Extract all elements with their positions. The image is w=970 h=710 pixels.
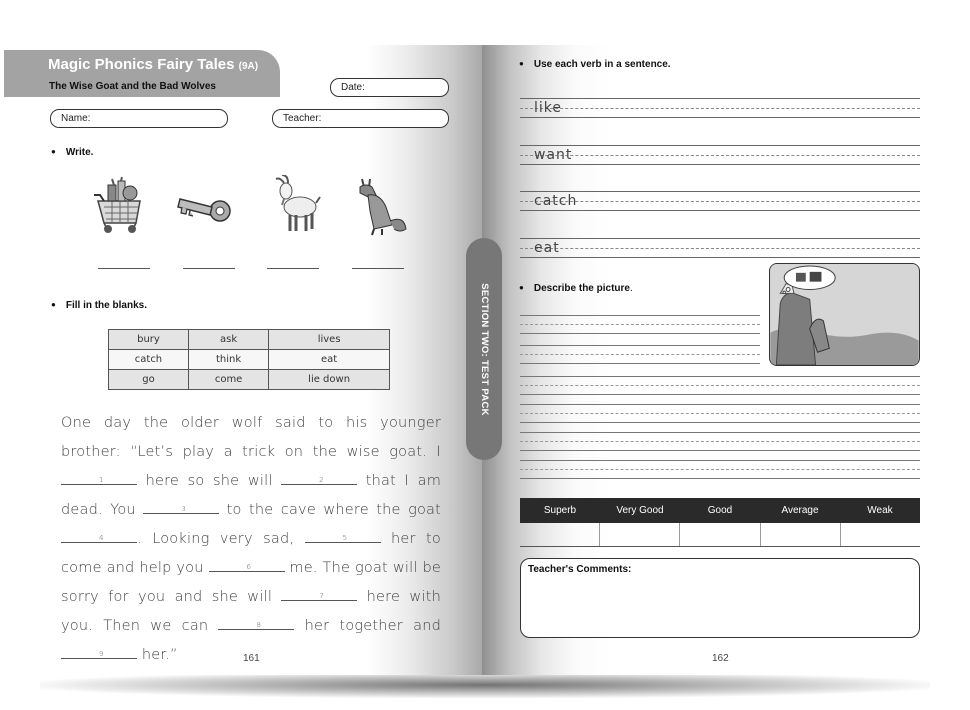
writing-line[interactable] bbox=[520, 333, 760, 334]
story-blank-3[interactable] bbox=[143, 502, 219, 514]
word-cell: come bbox=[188, 370, 268, 390]
section-tab-text: SECTION TWO: TEST PACK bbox=[478, 282, 490, 416]
story-text: that I am dead. You bbox=[61, 473, 442, 518]
rating-label-superb: Superb bbox=[543, 505, 577, 516]
rating-label-average: Average bbox=[781, 505, 819, 516]
story-text: her.” bbox=[141, 647, 178, 663]
writing-line-dashed bbox=[520, 324, 760, 325]
right-page bbox=[482, 45, 940, 675]
story-paragraph bbox=[61, 409, 441, 670]
word-cell: lie down bbox=[269, 370, 390, 390]
guide-line bbox=[520, 117, 920, 118]
write-blank-1[interactable] bbox=[98, 268, 150, 269]
verb-word: like bbox=[534, 100, 563, 116]
story-blank-7[interactable] bbox=[281, 589, 357, 601]
verb-writing-row[interactable] bbox=[520, 191, 920, 211]
rating-label-good: Good bbox=[707, 505, 733, 516]
story-text: . Looking very sad, bbox=[137, 531, 295, 547]
story-text: here with you. Then we can bbox=[61, 589, 441, 634]
describe-text: Describe the picture bbox=[533, 283, 630, 294]
describe-instruction bbox=[519, 283, 633, 294]
guide-line bbox=[520, 164, 920, 165]
guide-line bbox=[520, 108, 920, 109]
verb-writing-row[interactable] bbox=[520, 98, 920, 118]
story-blank-2[interactable] bbox=[281, 473, 357, 485]
word-cell: go bbox=[109, 370, 189, 390]
table-row bbox=[109, 370, 390, 390]
story-subtitle: The Wise Goat and the Bad Wolves bbox=[49, 81, 216, 92]
verb-writing-row[interactable] bbox=[520, 238, 920, 258]
name-label: Name: bbox=[61, 113, 91, 124]
story-blank-5[interactable] bbox=[305, 531, 381, 543]
verb-word: eat bbox=[534, 240, 560, 256]
word-cell: eat bbox=[269, 350, 390, 370]
describe-period: . bbox=[630, 283, 633, 294]
blank-number: 1 bbox=[99, 476, 104, 484]
writing-line-dashed bbox=[520, 469, 920, 470]
page-title bbox=[48, 56, 258, 73]
writing-line[interactable] bbox=[520, 422, 920, 423]
word-bank-table bbox=[108, 329, 390, 390]
teacher-label: Teacher: bbox=[283, 113, 322, 124]
write-blank-2[interactable] bbox=[183, 268, 235, 269]
word-cell: bury bbox=[109, 330, 189, 350]
goat-wolf-scene-picture bbox=[769, 263, 920, 366]
writing-line[interactable] bbox=[520, 363, 760, 364]
rating-label-very-good: Very Good bbox=[616, 505, 664, 516]
blank-number: 5 bbox=[342, 534, 348, 542]
story-blank-1[interactable] bbox=[61, 473, 137, 485]
write-instruction: ● Write. bbox=[51, 147, 93, 158]
title-code: (9A) bbox=[238, 61, 259, 72]
writing-line-dashed bbox=[520, 413, 920, 414]
guide-line bbox=[520, 98, 920, 99]
guide-line bbox=[520, 155, 920, 156]
guide-line bbox=[520, 210, 920, 211]
verb-word: catch bbox=[534, 193, 578, 209]
rating-header-row bbox=[520, 498, 920, 523]
writing-line[interactable] bbox=[520, 404, 920, 405]
name-field[interactable] bbox=[50, 109, 228, 128]
word-cell: catch bbox=[109, 350, 189, 370]
writing-line[interactable] bbox=[520, 345, 760, 346]
rating-table bbox=[520, 498, 920, 547]
key-icon bbox=[176, 175, 232, 237]
rating-cell-very-good[interactable] bbox=[599, 523, 679, 546]
fill-instruction: ● Fill in the blanks. bbox=[51, 300, 147, 311]
rating-cell-weak[interactable] bbox=[840, 523, 920, 546]
left-page bbox=[4, 45, 482, 675]
guide-line bbox=[520, 257, 920, 258]
blank-number: 9 bbox=[99, 650, 104, 658]
story-text: her to come and help you bbox=[61, 531, 442, 576]
word-cell: lives bbox=[269, 330, 390, 350]
book-shadow bbox=[40, 672, 930, 698]
rating-label-weak: Weak bbox=[867, 505, 893, 516]
story-blank-6[interactable] bbox=[209, 560, 285, 572]
story-blank-8[interactable] bbox=[218, 618, 294, 630]
blank-number: 3 bbox=[181, 505, 186, 513]
rating-cell-average[interactable] bbox=[760, 523, 840, 546]
table-row bbox=[109, 330, 390, 350]
rating-cell-superb[interactable] bbox=[520, 523, 599, 546]
writing-line-dashed bbox=[520, 385, 920, 386]
table-row bbox=[109, 350, 390, 370]
page-number-left: 161 bbox=[243, 653, 260, 664]
verb-instruction: ● Use each verb in a sentence. bbox=[519, 59, 671, 70]
blank-number: 6 bbox=[246, 563, 252, 571]
writing-line[interactable] bbox=[520, 315, 760, 316]
date-label: Date: bbox=[341, 82, 365, 93]
verb-word: want bbox=[534, 147, 573, 163]
story-blank-4[interactable] bbox=[61, 531, 137, 543]
blank-number: 2 bbox=[319, 476, 324, 484]
guide-line bbox=[520, 145, 920, 146]
write-blank-4[interactable] bbox=[352, 268, 404, 269]
blank-number: 8 bbox=[256, 621, 262, 629]
teacher-comments-box[interactable] bbox=[520, 558, 920, 638]
rating-cell-good[interactable] bbox=[679, 523, 759, 546]
word-cell: think bbox=[188, 350, 268, 370]
blank-number: 4 bbox=[99, 534, 104, 542]
writing-line-dashed bbox=[520, 354, 760, 355]
date-field[interactable] bbox=[330, 78, 449, 97]
writing-line[interactable] bbox=[520, 394, 920, 395]
writing-line[interactable] bbox=[520, 376, 920, 377]
write-blank-3[interactable] bbox=[267, 268, 319, 269]
guide-line bbox=[520, 201, 920, 202]
story-text: One day the older wolf said to his younger brother: “Let’s play a trick on the wise goat. I bbox=[61, 415, 441, 460]
teacher-field[interactable] bbox=[272, 109, 449, 128]
guide-line bbox=[520, 248, 920, 249]
story-text: to the cave where the goat bbox=[226, 502, 442, 518]
story-text: her together and bbox=[304, 618, 441, 634]
goat-icon bbox=[270, 175, 326, 237]
guide-line bbox=[520, 238, 920, 239]
story-text: here so she will bbox=[145, 473, 273, 489]
guide-line bbox=[520, 191, 920, 192]
shopping-cart-icon bbox=[92, 175, 148, 237]
page-number-right: 162 bbox=[712, 653, 729, 664]
story-blank-9[interactable] bbox=[61, 647, 137, 659]
rating-cells-row bbox=[520, 523, 920, 547]
wolf-icon bbox=[354, 175, 410, 237]
writing-line[interactable] bbox=[520, 460, 920, 461]
writing-line-dashed bbox=[520, 441, 920, 442]
blank-number: 7 bbox=[319, 592, 325, 600]
writing-line[interactable] bbox=[520, 450, 920, 451]
writing-line[interactable] bbox=[520, 432, 920, 433]
title-text: Magic Phonics Fairy Tales bbox=[48, 56, 235, 73]
word-cell: ask bbox=[188, 330, 268, 350]
teacher-comments-label: Teacher's Comments: bbox=[528, 564, 632, 575]
writing-line[interactable] bbox=[520, 478, 920, 479]
section-tab-label bbox=[466, 238, 502, 460]
verb-writing-row[interactable] bbox=[520, 145, 920, 165]
story-text: me. The goat will be sorry for you and she will bbox=[61, 560, 441, 605]
